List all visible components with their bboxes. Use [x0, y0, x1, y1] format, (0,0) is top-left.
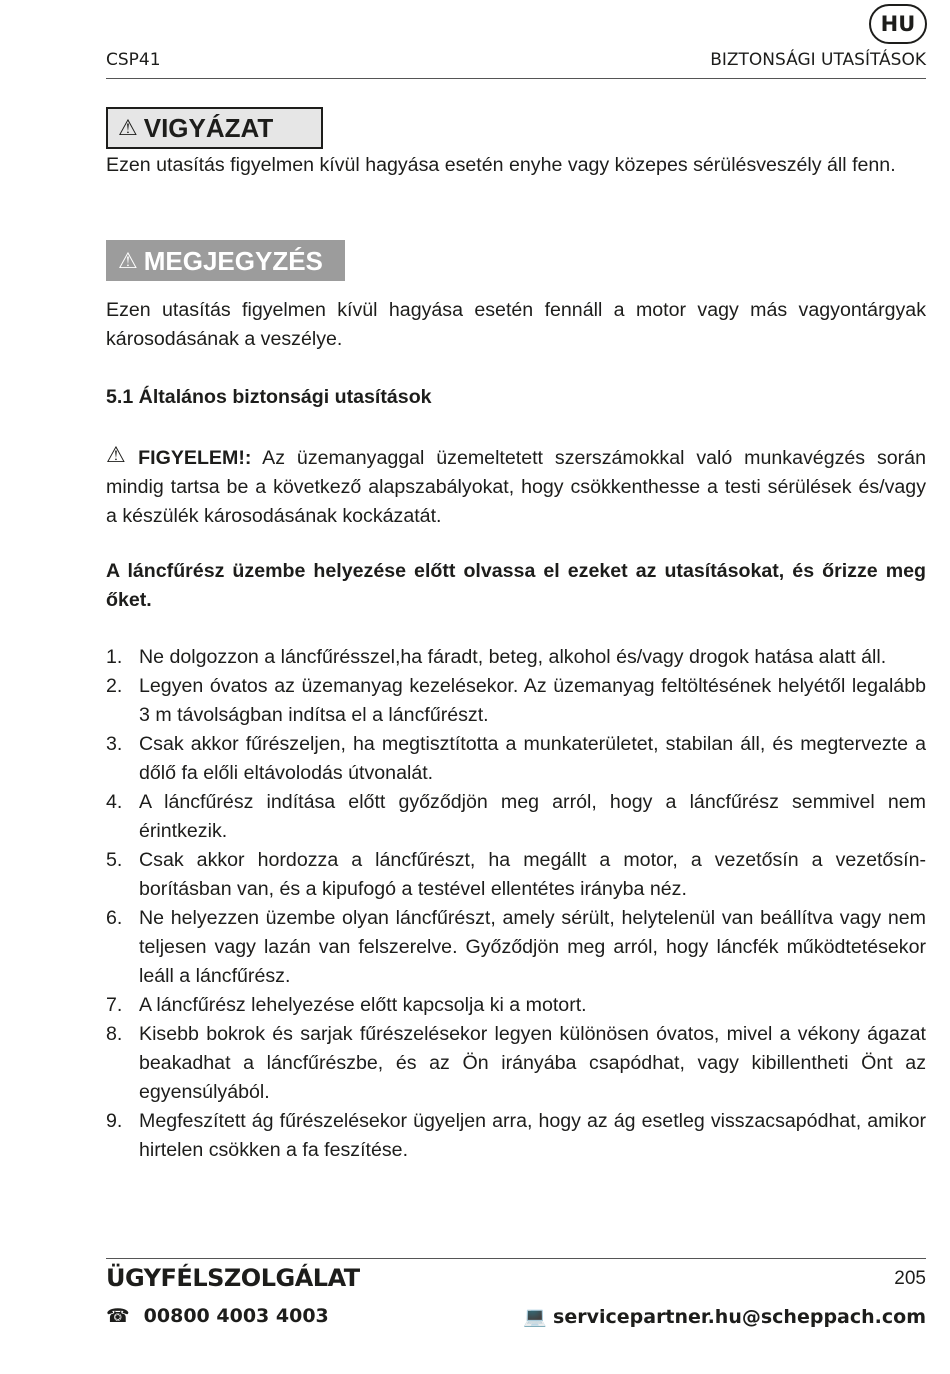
list-item [106, 846, 926, 904]
list-text: Csak akkor fűrészeljen, ha megtisztította a munkaterületet, stabilan áll, és megtervezte a dőlő fa előli eltávolodás útvonalát. [139, 733, 926, 784]
list-text: Ne dolgozzon a láncfűrésszel,ha fáradt, beteg, alkohol és/vagy drogok hatása alatt áll. [139, 646, 887, 668]
list-number: 6. [106, 907, 123, 929]
list-item [106, 672, 926, 730]
section-heading: 5.1 Általános biztonsági utasítások [106, 386, 432, 408]
list-item [106, 904, 926, 991]
list-number: 8. [106, 1023, 123, 1045]
list-number: 5. [106, 849, 123, 871]
list-text: Kisebb bokrok és sarjak fűrészelésekor legyen különösen óvatos, mivel a vékony ágazat beakadhat a láncfűrészbe, és az Ön irányába csapódhat, vagy kibillentheti Önt az egyensúlyából. [139, 1023, 926, 1103]
attention-text: Az üzemanyaggal üzemeltetett szerszámokkal való munkavégzés során mindig tartsa be a következő alapszabályokat, hogy csökkenthesse a testi sérülések és/vagy a készülék károsodásának kockázatát. [106, 447, 926, 527]
list-item [106, 643, 926, 672]
warning-triangle-icon: ⚠ [106, 442, 133, 467]
phone-icon: ☎ [106, 1305, 130, 1327]
notice-label: MEGJEGYZÉS [143, 246, 323, 276]
list-number: 7. [106, 994, 123, 1016]
list-item [106, 788, 926, 846]
list-item [106, 1020, 926, 1107]
page-number: 205 [894, 1268, 926, 1289]
attention-paragraph [106, 440, 926, 531]
list-text: Megfeszített ág fűrészelésekor ügyeljen arra, hogy az ág esetleg visszacsapódhat, amikor hirtelen csökken a fa feszítése. [139, 1110, 926, 1161]
list-text: Csak akkor hordozza a láncfűrészt, ha megállt a motor, a vezetősín a vezetősín-borításban van, és a kipufogó a testével ellentétes irányba néz. [139, 849, 926, 900]
list-text: Legyen óvatos az üzemanyag kezelésekor. Az üzemanyag feltöltésének helyétől legalább 3 m távolságban indítsa el a láncfűrészt. [139, 675, 926, 726]
bold-instruction: A láncfűrész üzembe helyezése előtt olvassa el ezeket az utasításokat, és őrizze meg őket. [106, 560, 926, 611]
notice-label-box [106, 240, 345, 281]
notice-text: Ezen utasítás figyelmen kívül hagyása esetén fennáll a motor vagy más vagyontárgyak károsodásának a veszélye. [106, 299, 926, 350]
list-item [106, 1107, 926, 1165]
caution-label-box [106, 107, 323, 149]
list-number: 9. [106, 1110, 123, 1132]
section-title: BIZTONSÁGI UTASÍTÁSOK [710, 50, 926, 70]
language-badge: HU [869, 4, 927, 44]
email-address[interactable]: servicepartner.hu@scheppach.com [553, 1306, 926, 1328]
list-item [106, 730, 926, 788]
model-name: CSP41 [106, 50, 161, 70]
caution-text: Ezen utasítás figyelmen kívül hagyása esetén enyhe vagy közepes sérülésveszély áll fenn. [106, 154, 896, 176]
header-divider [106, 78, 926, 79]
caution-label: VIGYÁZAT [143, 113, 274, 143]
warning-triangle-icon: ⚠ [118, 115, 138, 140]
footer-phone [106, 1305, 329, 1327]
list-item [106, 991, 926, 1020]
footer-title: ÜGYFÉLSZOLGÁLAT [106, 1264, 360, 1292]
list-text: A láncfűrész lehelyezése előtt kapcsolja ki a motort. [139, 994, 587, 1016]
list-number: 3. [106, 733, 123, 755]
list-number: 2. [106, 675, 123, 697]
list-text: A láncfűrész indítása előtt győződjön meg arról, hogy a láncfűrész semmivel nem érintkezik. [139, 791, 926, 842]
list-number: 4. [106, 791, 123, 813]
laptop-icon: 💻 [523, 1306, 548, 1328]
safety-list [106, 643, 926, 1165]
attention-label: FIGYELEM!: [138, 447, 252, 469]
list-text: Ne helyezzen üzembe olyan láncfűrészt, amely sérült, helytelenül van beállítva vagy nem teljesen vagy lazán van felszerelve. Győződjön meg arról, hogy láncfék működtetésekor leáll a láncfűrész. [139, 907, 926, 987]
phone-number: 00800 4003 4003 [143, 1305, 329, 1327]
footer-email [523, 1305, 926, 1328]
warning-triangle-icon: ⚠ [118, 248, 138, 273]
list-number: 1. [106, 646, 123, 668]
footer-divider [106, 1258, 926, 1259]
